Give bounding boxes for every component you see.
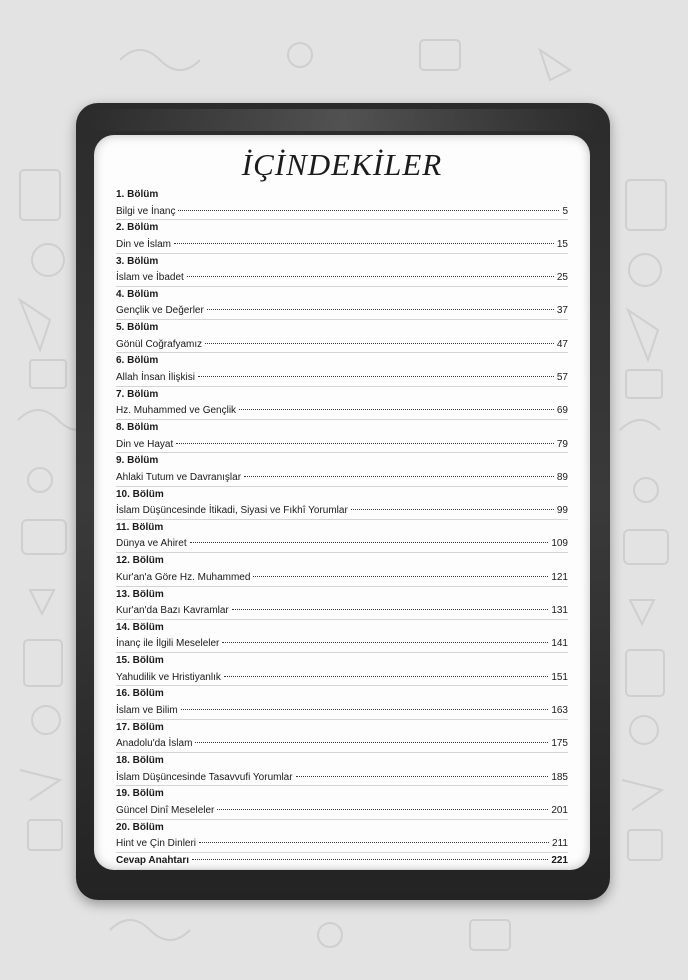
dot-leader (174, 243, 554, 244)
chapter-label: 7. Bölüm (116, 388, 159, 400)
toc-entry[interactable] (116, 204, 568, 221)
toc-entry[interactable] (116, 536, 568, 553)
chapter-label: 10. Bölüm (116, 488, 164, 500)
toc-list (116, 187, 568, 870)
entry-title: İslam Düşüncesinde İtikadi, Siyasi ve Fıkhî Yorumlar (116, 505, 348, 517)
entry-page-number: 151 (551, 671, 568, 683)
toc-entry[interactable] (116, 670, 568, 687)
toc-entry[interactable] (116, 636, 568, 653)
entry-page-number: 163 (551, 704, 568, 716)
toc-entry[interactable] (116, 736, 568, 753)
dot-leader (187, 276, 554, 277)
entry-title: Din ve İslam (116, 238, 172, 250)
dot-leader (192, 859, 548, 860)
entry-title: İslam Düşüncesinde Tasavvufi Yorumlar (116, 771, 293, 783)
answer-key-title: Cevap Anahtarı (116, 854, 189, 866)
entry-page-number: 185 (551, 771, 568, 783)
dot-leader (178, 210, 559, 211)
entry-title: İslam ve Bilim (116, 704, 178, 716)
toc-entry[interactable] (116, 237, 568, 254)
entry-title: Kur'an'a Göre Hz. Muhammed (116, 571, 251, 583)
entry-page-number: 141 (551, 638, 568, 650)
toc-entry[interactable] (116, 570, 568, 587)
entry-page-number: 15 (556, 238, 568, 250)
dot-leader (224, 676, 548, 677)
chapter-label: 6. Bölüm (116, 355, 159, 367)
toc-entry[interactable] (116, 270, 568, 287)
entry-title: Kur'an'da Bazı Kavramlar (116, 605, 229, 617)
entry-page-number: 201 (551, 804, 568, 816)
chapter-label: 15. Bölüm (116, 655, 164, 667)
dot-leader (190, 542, 549, 543)
toc-entry[interactable] (116, 337, 568, 354)
dot-leader (195, 742, 548, 743)
entry-title: İnanç ile İlgili Meseleler (116, 638, 220, 650)
entry-page-number: 99 (556, 505, 568, 517)
entry-title: Gençlik ve Değerler (116, 305, 204, 317)
entry-title: Hz. Muhammed ve Gençlik (116, 405, 237, 417)
dot-leader (351, 509, 554, 510)
entry-title: Allah İnsan İlişkisi (116, 371, 195, 383)
toc-entry[interactable] (116, 803, 568, 820)
entry-page-number: 69 (556, 405, 568, 417)
chapter-label: 19. Bölüm (116, 788, 164, 800)
entry-title: Hint ve Çin Dinleri (116, 838, 197, 850)
chapter-label: 3. Bölüm (116, 255, 159, 267)
toc-title: İÇİNDEKİLER (241, 147, 443, 182)
toc-entry[interactable] (116, 836, 568, 853)
dot-leader (253, 576, 548, 577)
chapter-label: 16. Bölüm (116, 688, 164, 700)
toc-page (94, 135, 590, 870)
chapter-label: 20. Bölüm (116, 821, 164, 833)
entry-title: Dünya ve Ahiret (116, 538, 187, 550)
toc-entry[interactable] (116, 370, 568, 387)
toc-entry[interactable] (116, 770, 568, 787)
entry-title: Gönül Coğrafyamız (116, 338, 203, 350)
toc-entry[interactable] (116, 703, 568, 720)
chapter-label: 9. Bölüm (116, 455, 159, 467)
chapter-label: 13. Bölüm (116, 588, 164, 600)
entry-page-number: 79 (556, 438, 568, 450)
answer-key-entry[interactable] (116, 853, 568, 870)
chapter-label: 17. Bölüm (116, 721, 164, 733)
entry-title: Ahlaki Tutum ve Davranışlar (116, 471, 242, 483)
entry-page-number: 175 (551, 738, 568, 750)
dot-leader (244, 476, 554, 477)
entry-page-number: 89 (556, 471, 568, 483)
chapter-label: 2. Bölüm (116, 222, 159, 234)
chapter-label: 11. Bölüm (116, 521, 164, 533)
tablet-frame (76, 103, 610, 900)
toc-entry[interactable] (116, 603, 568, 620)
answer-key-page-number: 221 (551, 854, 568, 866)
entry-title: Yahudilik ve Hristiyanlık (116, 671, 221, 683)
entry-title: Güncel Dinî Meseleler (116, 804, 215, 816)
entry-page-number: 109 (551, 538, 568, 550)
entry-page-number: 25 (556, 272, 568, 284)
entry-title: Din ve Hayat (116, 438, 174, 450)
dot-leader (207, 309, 554, 310)
chapter-label: 8. Bölüm (116, 422, 159, 434)
entry-page-number: 57 (556, 371, 568, 383)
toc-entry[interactable] (116, 437, 568, 454)
toc-entry[interactable] (116, 470, 568, 487)
entry-title: İslam ve İbadet (116, 272, 184, 284)
dot-leader (205, 343, 554, 344)
entry-page-number: 211 (552, 838, 568, 850)
chapter-label: 4. Bölüm (116, 288, 159, 300)
entry-page-number: 131 (551, 605, 568, 617)
chapter-label: 18. Bölüm (116, 755, 164, 767)
entry-page-number: 37 (556, 305, 568, 317)
dot-leader (199, 842, 549, 843)
frame-highlight (86, 109, 600, 131)
chapter-label: 5. Bölüm (116, 322, 159, 334)
dot-leader (198, 376, 554, 377)
dot-leader (217, 809, 548, 810)
entry-page-number: 5 (562, 205, 568, 217)
entry-title: Anadolu'da İslam (116, 738, 193, 750)
dot-leader (181, 709, 549, 710)
toc-entry[interactable] (116, 403, 568, 420)
entry-page-number: 47 (556, 338, 568, 350)
toc-entry[interactable] (116, 503, 568, 520)
dot-leader (239, 409, 554, 410)
entry-page-number: 121 (551, 571, 568, 583)
dot-leader (296, 776, 549, 777)
toc-entry[interactable] (116, 303, 568, 320)
dot-leader (176, 443, 554, 444)
dot-leader (232, 609, 549, 610)
chapter-label: 12. Bölüm (116, 555, 164, 567)
chapter-label: 1. Bölüm (116, 189, 159, 200)
chapter-label: 14. Bölüm (116, 621, 164, 633)
dot-leader (222, 642, 548, 643)
entry-title: Bilgi ve İnanç (116, 205, 176, 217)
